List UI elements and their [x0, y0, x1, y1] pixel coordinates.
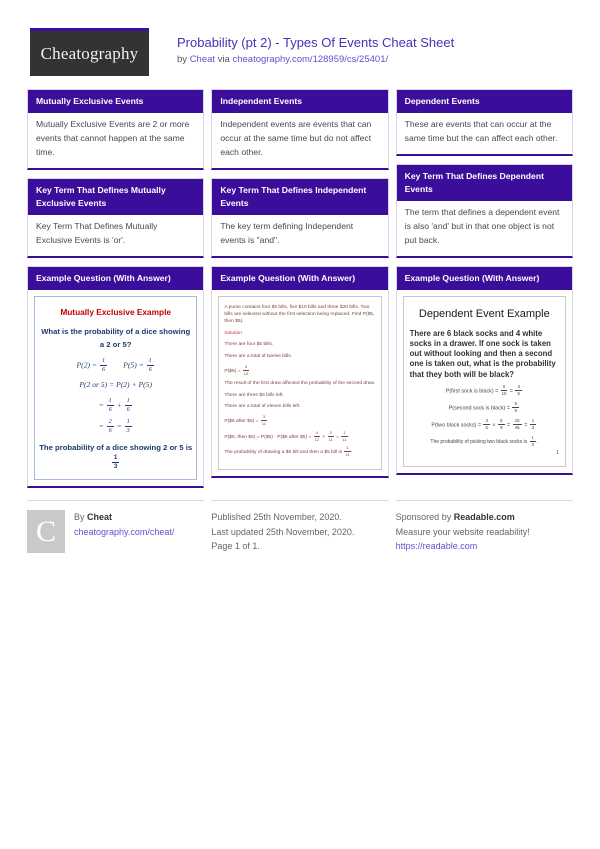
solution-line: There are three $5 bills left.: [224, 392, 284, 398]
example-image-dependent[interactable]: [403, 296, 566, 467]
card-title: Dependent Events: [397, 90, 572, 113]
card-text: These are events that can occur at the same time but the can affect each other.: [404, 119, 558, 144]
card-title: Example Question (With Answer): [212, 267, 387, 290]
sponsor-prefix: Sponsored by: [395, 512, 452, 523]
page-header: [30, 28, 573, 76]
math-line: P(2 or 5) = P(2) + P(5): [79, 380, 152, 390]
card-text: The term that defines a dependent event is also 'and' but in that one object is not put back.: [404, 207, 560, 245]
math-line: P(2) = $\frac{1}{6}$ P(5) = $\frac{1}{6}$: [76, 356, 152, 374]
card-key-term-dependent: [396, 164, 573, 258]
card-example-dependent: [396, 266, 573, 475]
footer-author-text: [74, 510, 174, 553]
sponsor-tagline: Measure your website readability!: [395, 526, 530, 537]
title-block: [177, 28, 454, 65]
example-page-mark: 1: [556, 449, 559, 456]
author-avatar[interactable]: [27, 510, 65, 553]
solution-line: P($5 after $5) = $\frac{3}{11}$: [224, 414, 266, 427]
example-answer: The probability of a dice showing 2 or 5 is $\frac{1}{3}$: [39, 443, 193, 471]
solution-line: There are a total of eleven bills left.: [224, 404, 301, 410]
card-example-mutually-exclusive: [27, 266, 204, 489]
solution-line: P($5) = $\frac{4}{12}$: [224, 363, 249, 376]
byline-via: via: [217, 54, 230, 66]
math-line: P(two black socks) = $\frac{3}{5}$ × $\frac{5}{9}$ = $\frac{15}{45}$ = $\frac{1}{3}$: [431, 417, 535, 431]
solution-line: There are a total of twelve bills.: [224, 354, 293, 360]
card-title: Mutually Exclusive Events: [28, 90, 203, 113]
card-example-body: [28, 290, 203, 486]
column-mutually-exclusive: [27, 89, 204, 488]
byline-prefix: by: [177, 54, 188, 66]
solution-line: P($5, then $5) = P($5) · P($5 after $5) = $\frac{4}{12}$ × $\frac{3}{11}$ = $\frac{1}{11}$: [224, 429, 347, 442]
example-image-mutually-exclusive[interactable]: [34, 296, 197, 480]
card-text: Key Term That Defines Mutually Exclusive Events is 'or'.: [36, 221, 158, 245]
card-mutually-exclusive-events: [27, 89, 204, 170]
card-title: Key Term That Defines Mutually Exclusive Events: [28, 179, 203, 216]
footer-author-link[interactable]: cheatography.com/cheat/: [74, 526, 175, 537]
page-footer: [27, 500, 573, 553]
card-dependent-events: [396, 89, 573, 156]
card-key-term-mutually-exclusive: [27, 178, 204, 258]
sponsor-name: Readable.com: [453, 512, 515, 523]
card-text: The key term defining Independent events is "and".: [220, 221, 354, 245]
avatar-letter: C: [35, 514, 56, 548]
footer-sponsor: [396, 500, 573, 553]
card-example-body: [397, 290, 572, 473]
example-title: Mutually Exclusive Example: [60, 307, 171, 317]
footer-by-prefix: By: [74, 512, 85, 523]
sheet-url-link[interactable]: cheatography.com/128959/cs/25401/: [232, 54, 389, 66]
card-title: Key Term That Defines Independent Events: [212, 179, 387, 216]
math-line: P(second sock is black) = $\frac{5}{9}$: [448, 400, 517, 414]
card-example-body: [212, 290, 387, 476]
example-question: What is the probability of a dice showing a 2 or 5?: [41, 327, 191, 349]
example-question: There are 6 black socks and 4 white socks in a drawer. If one sock is taken out without looking and then a second one is taken out, what is the probability that they both will be black?: [409, 328, 556, 379]
solution-line: A purse contains four $5 bills, five $10 bills and three $20 bills. Two bills are selected without the first selection being replaced. Find P($5, then $5).: [224, 305, 375, 325]
cards-grid: [27, 89, 573, 488]
card-example-independent: [211, 266, 388, 478]
solution-label: Solution: [224, 330, 243, 336]
example-image-independent[interactable]: [218, 296, 381, 470]
sponsor-line: [396, 510, 573, 524]
column-independent: [211, 89, 388, 478]
card-title: Key Term That Defines Dependent Events: [397, 165, 572, 202]
author-link[interactable]: Cheat: [189, 54, 216, 66]
card-key-term-independent: [211, 178, 388, 258]
sponsor-link[interactable]: https://readable.com: [395, 541, 478, 552]
updated-date: Last updated 25th November, 2020.: [211, 526, 355, 537]
example-answer: The probability of picking two black socks is $\frac{1}{3}$ .: [430, 434, 539, 447]
footer-author-name: Cheat: [87, 512, 113, 523]
solution-line: There are four $5 bills.: [224, 342, 274, 348]
card-text: Independent events are events that can occur at the same time but do not affect each other.: [220, 119, 372, 157]
card-independent-events: [211, 89, 388, 170]
footer-meta: [211, 500, 388, 553]
page-number: Page 1 of 1.: [211, 541, 260, 552]
published-date: Published 25th November, 2020.: [211, 512, 342, 523]
byline: [177, 54, 454, 65]
example-title: Dependent Event Example: [418, 308, 550, 320]
footer-author: [27, 500, 204, 553]
math-line: = $\frac{1}{6}$ + $\frac{1}{6}$: [98, 396, 130, 413]
page-title[interactable]: Probability (pt 2) - Types Of Events Cheat Sheet: [177, 35, 455, 50]
math-line: P(first sock is black) = $\frac{6}{10}$ = $\frac{3}{5}$: [445, 384, 520, 397]
solution-line: The result of the first draw affected the probability of the second draw.: [224, 381, 376, 387]
footer-byline: [74, 510, 174, 524]
card-text: Mutually Exclusive Events are 2 or more events that cannot happen at the same time.: [36, 119, 190, 157]
cheatography-logo[interactable]: [30, 28, 149, 76]
card-title: Example Question (With Answer): [397, 267, 572, 290]
card-title: Example Question (With Answer): [28, 267, 203, 290]
solution-line: The probability of drawing a $5 bill and then a $5 bill is $\frac{1}{11}$: [224, 445, 350, 458]
card-title: Independent Events: [212, 90, 387, 113]
logo-text: Cheatography: [40, 43, 139, 63]
column-dependent: [396, 89, 573, 475]
math-line: = $\frac{2}{6}$ = $\frac{1}{3}$: [98, 417, 130, 435]
